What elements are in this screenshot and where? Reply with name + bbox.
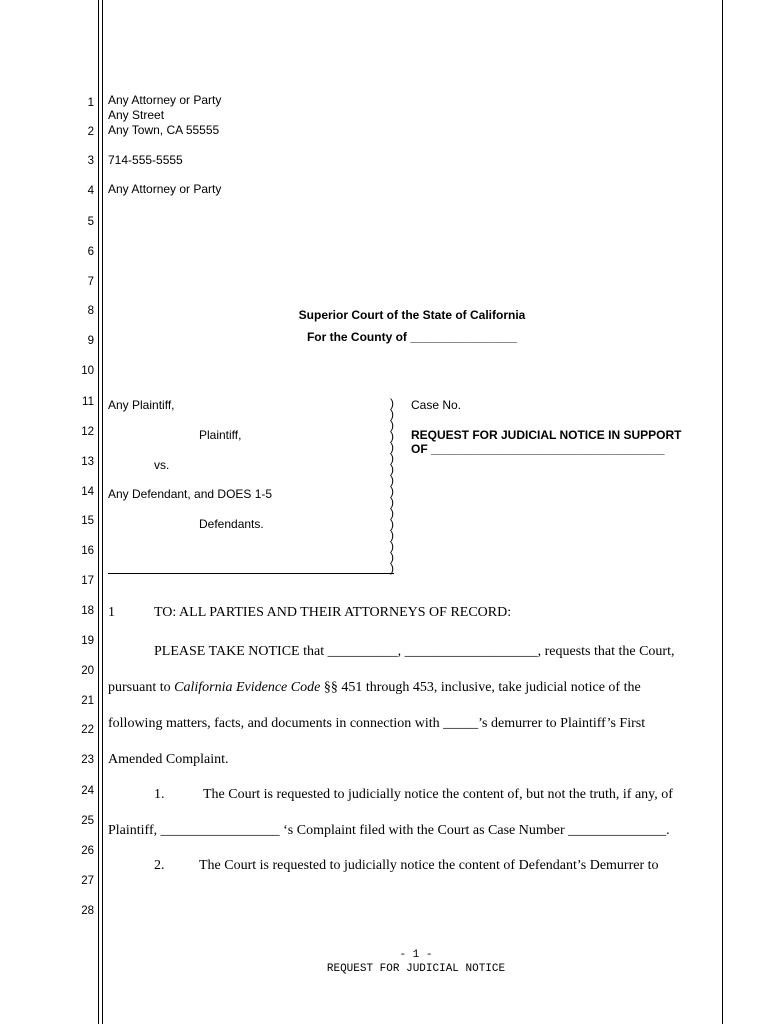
attorney-street: Any Street xyxy=(108,108,165,122)
item-1-line-a: The Court is requested to judicially notice the content of, but not the truth, if any, of xyxy=(203,787,673,802)
notice-line-20 xyxy=(108,680,641,696)
defendant-name: Any Defendant, and DOES 1-5 xyxy=(108,487,273,501)
line-number: 17 xyxy=(81,575,94,587)
document-title-line2: OF ___________________________________ xyxy=(411,442,665,456)
line-number: 5 xyxy=(87,216,94,228)
line-number: 13 xyxy=(81,456,94,468)
to-all-parties-line: TO: ALL PARTIES AND THEIR ATTORNEYS OF RECORD: xyxy=(154,605,512,620)
line-number: 6 xyxy=(87,246,94,258)
line-number: 12 xyxy=(81,426,94,438)
paragraph-number: 1 xyxy=(108,605,115,620)
court-name: Superior Court of the State of California xyxy=(298,308,526,322)
case-number-label: Case No. xyxy=(411,398,462,412)
attorney-for: Any Attorney or Party xyxy=(108,182,222,196)
document-title-line1: REQUEST FOR JUDICIAL NOTICE IN SUPPORT xyxy=(411,428,682,442)
caption-paren-column: ) ) ) ) ) ) ) ) ) ) ) ) ) ) ) ) xyxy=(390,396,394,575)
page-number: - 1 - xyxy=(399,949,433,961)
line-number: 8 xyxy=(87,305,94,317)
line-number: 19 xyxy=(81,635,94,647)
line-number: 20 xyxy=(81,665,94,677)
attorney-city: Any Town, CA 55555 xyxy=(108,123,220,137)
item-1-line-b: Plaintiff, _________________ ‘s Complaint filed with the Court as Case Number ______________. xyxy=(108,823,670,838)
notice-line-22: Amended Complaint. xyxy=(108,752,229,767)
right-margin-rule xyxy=(722,0,723,1024)
plaintiff-label: Plaintiff, xyxy=(199,428,242,442)
attorney-name: Any Attorney or Party xyxy=(108,93,222,107)
item-1-number: 1. xyxy=(154,787,165,802)
court-county: For the County of ________________ xyxy=(306,330,518,344)
line-number: 18 xyxy=(81,605,94,617)
line-20-end: §§ 451 through 453, inclusive, take judicial notice of the xyxy=(320,680,641,695)
caption-underline xyxy=(108,573,394,574)
line-number: 24 xyxy=(81,785,94,797)
defendant-label: Defendants. xyxy=(199,517,264,531)
line-number: 15 xyxy=(81,515,94,527)
line-number: 4 xyxy=(87,185,94,197)
line-number: 21 xyxy=(81,695,94,707)
line-number: 9 xyxy=(87,335,94,347)
line-number: 26 xyxy=(81,845,94,857)
line-number: 2 xyxy=(87,126,94,138)
line-number: 23 xyxy=(81,754,94,766)
line-number: 27 xyxy=(81,875,94,887)
line-20-start: pursuant to xyxy=(108,680,175,695)
notice-line-19: PLEASE TAKE NOTICE that __________, ___________________, requests that the Court, xyxy=(154,644,675,659)
line-number: 1 xyxy=(87,97,94,109)
line-number: 10 xyxy=(81,365,94,377)
line-number: 25 xyxy=(81,815,94,827)
notice-line-21: following matters, facts, and documents in connection with _____’s demurrer to Plaintiff’s First xyxy=(108,716,646,731)
item-2-line-a: The Court is requested to judicially notice the content of Defendant’s Demurrer to xyxy=(199,858,659,873)
versus: vs. xyxy=(154,458,170,472)
left-margin-rule-inner xyxy=(102,0,103,1024)
footer-title: REQUEST FOR JUDICIAL NOTICE xyxy=(326,963,506,975)
item-2-number: 2. xyxy=(154,858,165,873)
evidence-code-citation: California Evidence Code xyxy=(174,680,321,695)
plaintiff-name: Any Plaintiff, xyxy=(108,398,175,412)
line-number: 28 xyxy=(81,905,94,917)
left-margin-rule-outer xyxy=(98,0,99,1024)
line-number: 22 xyxy=(81,724,94,736)
line-number: 3 xyxy=(87,155,94,167)
line-number: 11 xyxy=(82,396,94,408)
line-number: 14 xyxy=(81,486,94,498)
line-number: 16 xyxy=(81,545,94,557)
line-number: 7 xyxy=(87,276,94,288)
attorney-phone: 714-555-5555 xyxy=(108,153,183,167)
